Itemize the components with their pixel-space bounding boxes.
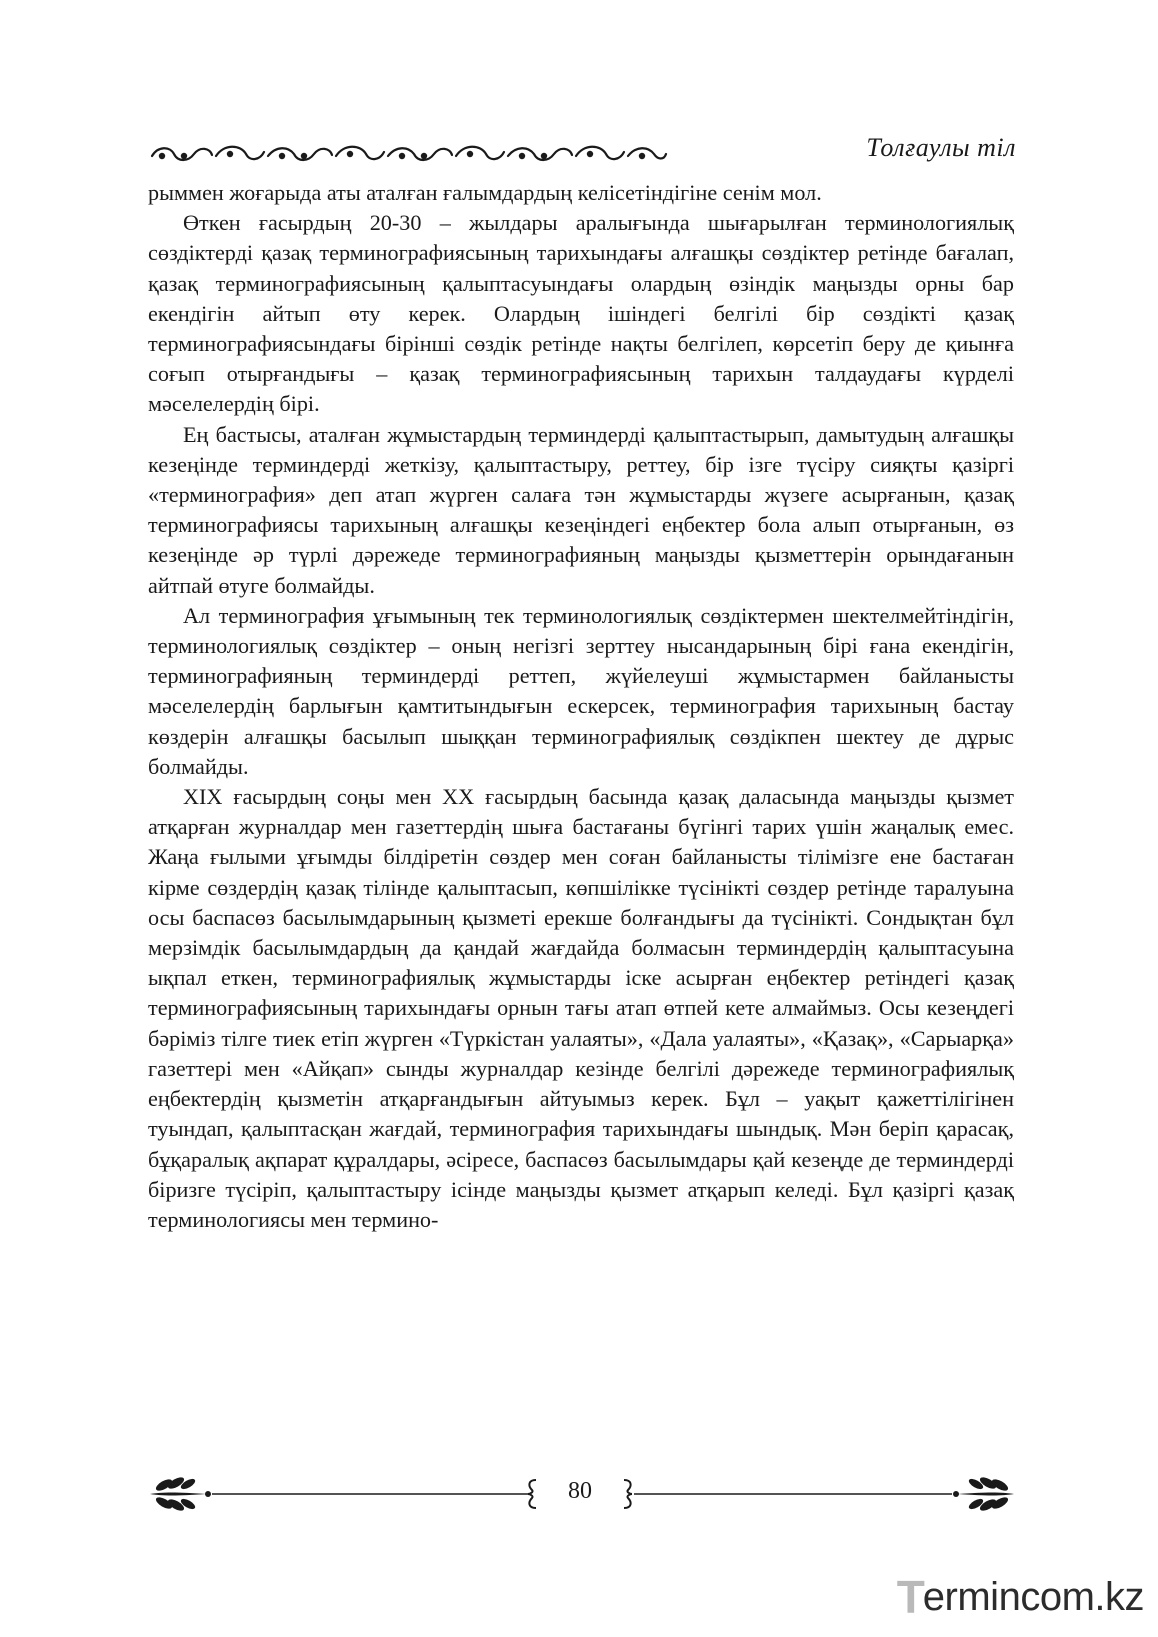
leaf-sprig-left-icon <box>150 1475 211 1513</box>
watermark-logo <box>896 1569 1144 1623</box>
page-number: 80 <box>568 1478 592 1504</box>
paragraph: Ал терминография ұғымының тек терминологиялық сөздіктермен шектелмейтіндігін, терминологиялық сөздіктер – оның негізгі зерттеу нысандарының бірі ғана екендігін, терминографияның терминдерді реттеп, жүйелеуші жұмыстармен байланысты мәселелердің барлығын қамтитындығын ескерсек, терминография тарихының бастау көздерін алғашқы басылып шыққан терминографиялық сөздікпен шектеу де дұрыс болмайды. <box>148 602 1014 779</box>
watermark-initial: T <box>896 1571 923 1623</box>
scroll-ornament-icon <box>148 138 668 168</box>
page-header <box>148 132 1016 172</box>
body-text <box>148 178 1014 1235</box>
paragraph: Өткен ғасырдың 20-30 – жылдары аралығында шығарылған терминологиялық сөздіктерді қазақ терминографиясының тарихындағы алғашқы сөздіктер ретінде бағалап, қазақ терминографиясының қалыптасуындағы олардың өзіндік маңызды орны бар екендігін айтып өту керек. Олардың ішіндегі белгілі бір сөздікті қазақ терминографиясындағы бірінші сөздік ретінде нақты белгілеп, көрсетіп беру де қиынға соғып отырғандығы – қазақ терминографиясының тарихын талдаудағы күрделі мәселелердің бірі. <box>148 210 1014 417</box>
page-footer <box>148 1470 1016 1514</box>
paragraph: XIX ғасырдың соңы мен XX ғасырдың басында қазақ даласында маңызды қызмет атқарған журналдар мен газеттердің шыға бастағаны бүгінгі тарих үшін жаңалық емес. Жаңа ғылыми ұғымды білдіретін сөздер мен соған байланысты тілімізге ене бастаған кірме сөздердің қазақ тілінде қалыптасып, көпшілікке түсінікті сөздер ретінде таралуына осы баспасөз басылымдарының қызметі ерекше болғандығы да түсінікті. Сондықтан бұл мерзімдік басылымдардың да қандай жағдайда болмасын терминдердің қалыптасуына ықпал еткен, терминографиялық жұмыстарды іске асырған еңбектер ретіндегі қазақ терминографиясының тарихындағы орнын тағы атап өтпей кете алмаймыз. Осы кезеңдегі бәріміз тілге тиек етіп жүрген «Түркістан уалаяты», «Дала уалаяты», «Қазақ», «Сарыарқа» газеттері мен «Айқап» сынды журналдар кезінде белгілі дәрежеде терминографиялық еңбектердің қызметін атқарғандығын айтуымыз керек. Бұл – уақыт қажеттілігінен туындап, қалыптасқан жағдай, терминография тарихындағы шындық. Мән беріп қарасақ, бұқаралық ақпарат құралдары, әсіресе, баспасөз басылымдары қай кезеңде де терминдерді біризге түсіріп, қалыптастыру ісінде маңызды қызмет атқарып келеді. Бұл қазіргі қазақ терминологиясы мен термино- <box>148 784 1014 1232</box>
watermark-text: ermincom.kz <box>922 1575 1144 1619</box>
paragraph: рыммен жоғарыда аты аталған ғалымдардың келісетіндігіне сенім мол. <box>148 180 822 205</box>
running-head: Толғаулы тіл <box>866 133 1016 162</box>
paragraph: Ең бастысы, аталған жұмыстардың терминдерді қалыптастырып, дамытудың алғашқы кезеңінде терминдерді жеткізу, қалыптастыру, реттеу, бір ізге түсіру сияқты қазіргі «терминография» деп атап жүрген салаға тән жұмыстарды жүзеге асырғанын, қазақ терминографиясы тарихының алғашқы кезеңіндегі еңбектер бола алып отырғанын, өз кезеңінде әр түрлі дәрежеде терминографияның маңызды қызметтерін орындағанын айтпай өтуге болмайды. <box>148 421 1014 598</box>
leaf-sprig-right-icon <box>953 1475 1014 1513</box>
